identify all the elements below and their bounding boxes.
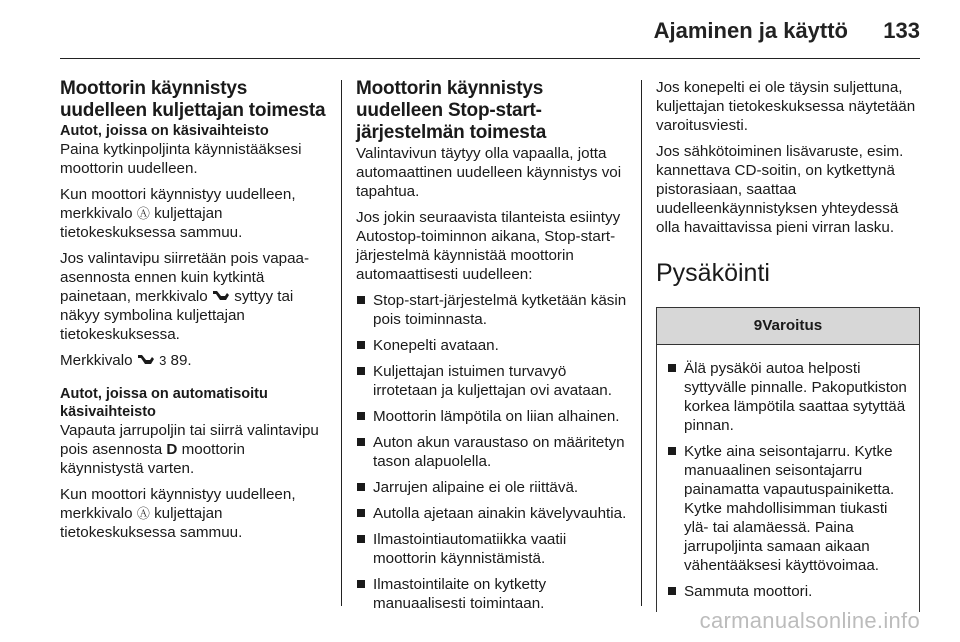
paragraph: Jos sähkötoiminen lisävaruste, esim. kannettava CD-soitin, on kytkettynä pistorasiaan, saattaa uudelleenkäynnistyksen yhteydessä olla havaittavissa pieni virran lasku. (656, 143, 904, 236)
section-heading: Moottorin käynnistys uudelleen kuljettajan toimesta (60, 78, 326, 121)
column-1 (60, 78, 326, 549)
section-heading: Moottorin käynnistys uudelleen Stop-start-järjestelmän toimesta (356, 78, 547, 143)
warning-icon: 9 (753, 317, 763, 334)
paragraph: Merkkivalo 3 89. (60, 352, 192, 369)
gear-shift-icon (212, 287, 230, 306)
running-header-title: Ajaminen ja käyttö (653, 18, 848, 43)
list-item: Stop-start-järjestelmä kytketään käsin pois toiminnasta. (356, 291, 628, 329)
list-item: Moottorin lämpötila on liian alhainen. (356, 407, 628, 426)
paragraph: Kun moottori käynnistyy uudelleen, merkkivalo Ⓐ kuljettajan tietokeskuksessa sammuu. (60, 186, 296, 241)
warning-label: Varoitus (762, 317, 823, 334)
header-divider (60, 58, 920, 59)
warning-list (657, 345, 919, 601)
column-2 (356, 78, 628, 620)
subheading: Autot, joissa on automatisoitu käsivaihteisto (60, 386, 268, 420)
list-item: Konepelti avataan. (356, 336, 628, 355)
page-number: 133 (883, 18, 920, 43)
subheading: Autot, joissa on käsivaihteisto (60, 123, 269, 139)
paragraph: Jos konepelti ei ole täysin suljettuna, kuljettajan tietokeskuksessa näytetään varoitusviesti. (656, 79, 916, 134)
paragraph: Jos jokin seuraavista tilanteista esiintyy Autostop-toiminnon aikana, Stop-start-järjestelmä käynnistää moottorin automaattisesti uudelleen: (356, 209, 621, 283)
watermark: carmanualsonline.info (699, 608, 920, 633)
restart-conditions-list (356, 291, 628, 613)
list-item: Auton akun varaustaso on määritetyn tason alapuolella. (356, 433, 628, 471)
list-item: Autolla ajetaan ainakin kävelyvauhtia. (356, 504, 628, 523)
list-item: Ilmastointiautomatiikka vaatii moottorin käynnistämistä. (356, 530, 628, 568)
gear-shift-icon (137, 351, 155, 370)
paragraph: Vapauta jarrupoljin tai siirrä valintavipu pois asennosta D moottorin käynnistystä varten. (60, 422, 319, 477)
column-3 (656, 78, 920, 612)
list-item: Jarrujen alipaine ei ole riittävä. (356, 478, 628, 497)
cross-reference-icon: 3 (159, 353, 167, 368)
list-item: Kytke aina seisontajarru. Kytke manuaalinen seisontajarru painamatta vapautuspainiketta. Kytke mahdollisimman tiukasti ylä- tai alamäessä. Paina jarrupoljinta samaan aikaan vähentääksesi käyttövoimaa. (667, 442, 909, 575)
paragraph: Paina kytkinpoljinta käynnistääksesi moottorin uudelleen. (60, 141, 302, 177)
column-divider (341, 80, 342, 606)
list-item: Älä pysäköi autoa helposti syttyvälle pinnalle. Pakoputkiston korkea lämpötila saattaa sytyttää pinnan. (667, 359, 909, 435)
column-divider (641, 80, 642, 606)
paragraph: Valintavivun täytyy olla vapaalla, jotta automaattinen uudelleen käynnistys voi tapahtua. (356, 145, 622, 200)
section-title: Pysäköinti (656, 259, 770, 287)
autostop-icon: Ⓐ (136, 506, 150, 521)
warning-box (656, 307, 920, 612)
paragraph: Kun moottori käynnistyy uudelleen, merkkivalo Ⓐ kuljettajan tietokeskuksessa sammuu. (60, 486, 296, 541)
paragraph: Jos valintavipu siirretään pois vapaa-asennosta ennen kuin kytkintä painetaan, merkkivalo syttyy tai näkyy symbolina kuljettajan tietokeskuksessa. (60, 250, 310, 343)
list-item: Kuljettajan istuimen turvavyö irrotetaan ja kuljettajan ovi avataan. (356, 362, 628, 400)
list-item: Sammuta moottori. (667, 582, 909, 601)
warning-header (657, 308, 919, 345)
autostop-icon: Ⓐ (136, 206, 150, 221)
list-item: Ilmastointilaite on kytketty manuaalisesti toimintaan. (356, 575, 628, 613)
